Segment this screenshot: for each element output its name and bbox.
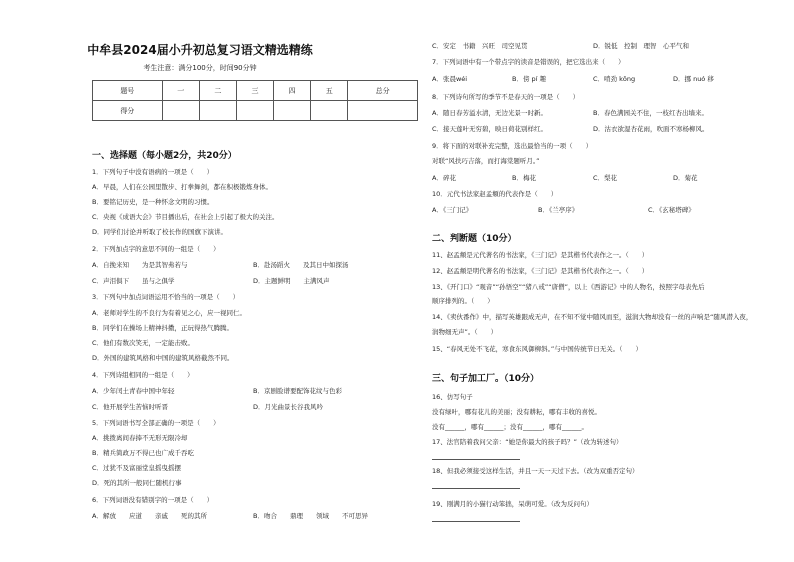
answer-line[interactable] — [432, 459, 520, 460]
option-line: B．赴汤蹈火 及其日中如探汤 — [253, 261, 349, 269]
option-line: D．挪 nuó 移 — [673, 75, 714, 83]
question-line: 8．下列诗句所写的季节不是春天的一项是（ ） — [432, 93, 580, 101]
score-input-cell[interactable] — [274, 101, 311, 121]
score-table — [92, 80, 418, 121]
option-line: B．春色满园关不住，一枝红杏出墙来。 — [593, 109, 708, 117]
section-3-title: 三、句子加工厂。（10分） — [432, 374, 540, 384]
score-table-cell: 五 — [311, 81, 348, 101]
option-line: B．京剧脸谱要配饰花纹与色彩 — [253, 387, 342, 395]
answer-line[interactable] — [432, 521, 520, 522]
question-line: 19、刚满月的小猫行动笨拙，呆萌可爱。（改为反问句） — [432, 500, 594, 508]
judge-line: 顺序排列的。（ ） — [432, 297, 494, 305]
score-table-cell: 三 — [236, 81, 273, 101]
option-line: D．锐低 控制 理智 心平气和 — [593, 42, 690, 50]
option-line: A．自挽来知 为是其智弗若与 — [92, 261, 188, 269]
option-line: A．《三门记》 — [432, 206, 473, 214]
score-row-label: 得分 — [93, 101, 163, 121]
option-line: C．声泪俱下 虽与之俱学 — [92, 277, 175, 285]
option-line: C．央视《成语大会》节目播出后，在社会上引起了极大的关注。 — [92, 213, 279, 221]
question-line: 2．下列加点字的意思不同的一组是（ ） — [92, 245, 220, 253]
option-line: A．早晨，人们在公园里散步、打拳舞剑，都在积极锻炼身体。 — [92, 183, 272, 191]
score-table-cell: 题号 — [93, 81, 163, 101]
judge-line: 润物细无声”。（ ） — [432, 328, 498, 336]
option-line: A．解放 应道 亲戚 死的其所 — [92, 512, 207, 520]
option-line: A．挑拨离间春捧不无形无限冷却 — [92, 434, 188, 442]
option-line: B．吻合 鼎理 领域 不可思异 — [253, 512, 368, 520]
exam-notice: 考生注意：满分100分，时间90分钟 — [143, 64, 257, 72]
option-line: C．梨花 — [593, 174, 618, 182]
option-line: D．菊花 — [673, 174, 698, 182]
option-line: C．《玄秘塔碑》 — [648, 206, 695, 214]
option-line: C．安定 书籍 兴旺 司空见贯 — [432, 42, 528, 50]
option-line: B．精兵简政万不得已也广成千吞吃 — [92, 449, 194, 457]
question-line: 5．下列词语书写全部正确的一项是（ ） — [92, 419, 220, 427]
option-line: C．过犹不及富丽堂皇摇曳摇摆 — [92, 464, 182, 472]
answer-line[interactable] — [432, 488, 520, 489]
option-line: A．老师对学生的不良行为有着见之心，应一视同仁。 — [92, 309, 246, 317]
option-line: B．梅花 — [512, 174, 536, 182]
question-line: 9．将下面的对联补充完整，选出最恰当的一项（ ） — [432, 142, 593, 150]
judge-line: 15、“春风无处不飞花，寒食东风御柳斜。”与中国传统节日无关。（ ） — [432, 345, 643, 353]
score-table-cell: 总分 — [348, 81, 418, 101]
question-line: 10．元代书法家赵孟頫的代表作是（ ） — [432, 190, 558, 198]
option-line: D．主题鲜明 主满风声 — [253, 277, 330, 285]
score-input-cell[interactable] — [348, 101, 418, 121]
question-line: 18、但我必须接受这样生活，并且一天一天过下去。（改为双重否定句） — [432, 467, 639, 475]
option-line: A．碎花 — [432, 174, 456, 182]
question-line: 3．下列句中加点词语运用不恰当的一项是（ ） — [92, 293, 240, 301]
score-table-cell: 一 — [162, 81, 199, 101]
option-line: C．他们有数次笑无，一定能击败。 — [92, 339, 195, 347]
score-input-cell[interactable] — [236, 101, 273, 121]
option-line: B．《兰亭序》 — [538, 206, 579, 214]
fill-blank-line[interactable]: 没有______，哪有______；没有______，哪有______。 — [432, 423, 588, 431]
option-line: D．死的其所一般同仁随机行事 — [92, 479, 182, 487]
question-line: 6．下列词语没有错别字的一项是（ ） — [92, 496, 214, 504]
score-input-cell[interactable] — [311, 101, 348, 121]
option-line: A．随日春芳溢水清，无边光景一时新。 — [432, 109, 547, 117]
score-table-header-row — [93, 81, 418, 101]
couplet-line: 对联“风扶巧吉落，而打海棠题听月。” — [432, 157, 540, 165]
option-line: B．要铭记历史，是一种怀念文明的习惯。 — [92, 198, 214, 206]
option-line: B．同学们在操场上精神抖擞，正玩得热气腾腾。 — [92, 324, 233, 332]
option-line: B．傍 pí 趣 — [512, 75, 547, 83]
option-line: D．沽衣欲湿杏花雨，吹面不寒杨柳风。 — [593, 125, 709, 133]
option-line: C．啃劲 kōng — [593, 75, 636, 83]
score-input-cell[interactable] — [199, 101, 236, 121]
score-table-cell: 二 — [199, 81, 236, 101]
example-line: 没有绿叶，哪有花儿的美丽；没有耕耘，哪有丰收的喜悦。 — [432, 408, 601, 416]
option-line: A．张晨wéi — [432, 75, 468, 83]
judge-line: 13、《开门口》“观音”“孙悟空”“猪八戒”“唐僧”，以上《西游记》中的人物名，按照字母表先后 — [432, 283, 705, 291]
option-line: D．月光曲景长谷我风吟 — [253, 403, 324, 411]
option-line: A．少年闰土青春中国中年轻 — [92, 387, 175, 395]
judge-line: 12、赵孟頫是明代著名的书法家，《三门记》是其楷书代表作之一。（ ） — [432, 267, 649, 275]
option-line: C．他开展学生苦恼时听晋 — [92, 403, 169, 411]
page-title: 中牟县2024届小升初总复习语文精选精练 — [87, 43, 313, 57]
question-line: 16、仿写句子 — [432, 393, 473, 401]
question-line: 4．下列诗组相同的一组是（ ） — [92, 371, 194, 379]
judge-line: 11、赵孟頫是元代著名的书法家，《三门记》是其楷书代表作之一。（ ） — [432, 251, 649, 259]
option-line: C．接天莲叶无穷碧，映日荷花别样红。 — [432, 125, 548, 133]
question-line: 1．下列句子中没有语病的一项是（ ） — [92, 168, 214, 176]
judge-line: 14、《卖伙番作》中，描写英雄跟成无声，在不知不觉中随风而至，滋润大物却没有一丝的声响是“随风潜入夜， — [432, 313, 753, 321]
question-line: 17、法官陪着我问父亲：“她是你最大的孩子吗？”（改为转述句） — [432, 438, 623, 446]
option-line: D．外国的建筑风格和中国的建筑风格截然不同。 — [92, 354, 234, 362]
section-2-title: 二、判断题（10分） — [432, 234, 517, 244]
question-line: 7．下列词语中有一个带点字的读音是错误的，把它选出来（ ） — [432, 58, 625, 66]
option-line: D．同学们讨论并听取了校长作的国旗下演讲。 — [92, 228, 228, 236]
score-input-cell[interactable] — [162, 101, 199, 121]
section-1-title: 一、选择题（每小题2分，共20分） — [92, 151, 237, 161]
score-table-cell: 四 — [274, 81, 311, 101]
score-table-score-row — [93, 101, 418, 121]
